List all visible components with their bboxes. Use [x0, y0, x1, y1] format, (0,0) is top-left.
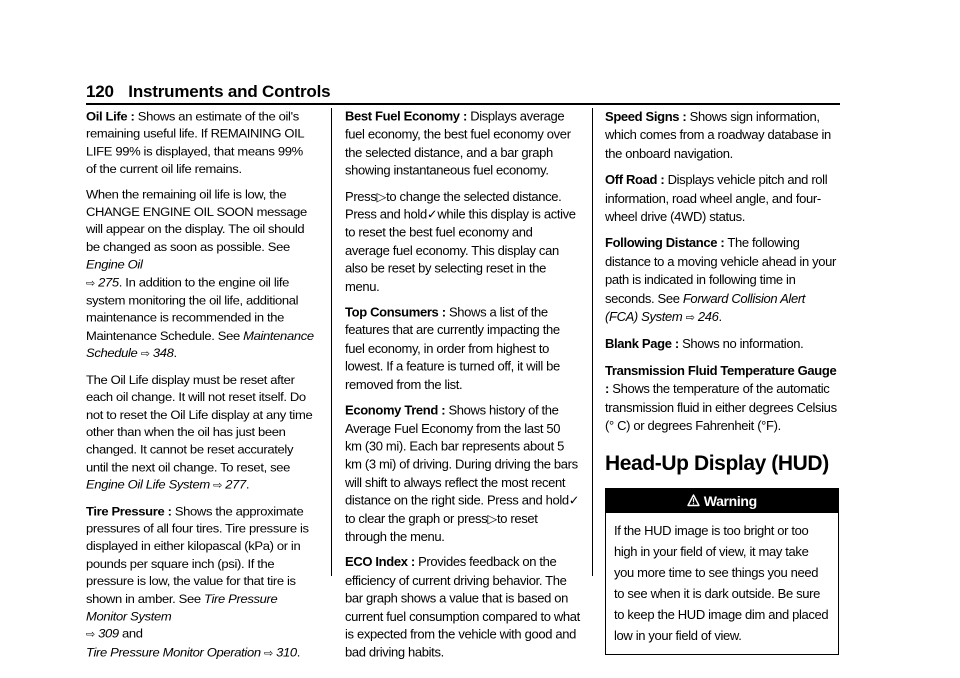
- column-divider: [331, 108, 332, 576]
- economy-trend-term: Economy Trend :: [345, 402, 446, 418]
- press-text-2: to change the selected distance. Press and hold: [345, 188, 562, 222]
- ref-arrow-icon: ⇨: [685, 312, 695, 325]
- off-road-text: Displays vehicle pitch and roll information, road wheel angle, and four-wheel drive (4WD) status.: [605, 172, 828, 225]
- right-arrow-icon: ▷: [376, 188, 387, 204]
- best-fuel-paragraph: [345, 108, 580, 180]
- checkmark-icon: ✓: [568, 492, 580, 508]
- eco-index-paragraph: [345, 554, 580, 662]
- engine-oil-life-system-link[interactable]: Engine Oil Life System: [86, 477, 210, 492]
- oil-low-text: When the remaining oil life is low, the CHANGE ENGINE OIL SOON message will appear on the display. The oil should be changed as soon as possible. See: [86, 186, 307, 254]
- tire-pressure-paragraph: Tire Pressure : Shows the approximate pressures of all four tires. Tire pressure is displayed in either kilopascal (kPa) or in pounds per square inch (psi). If the pressure is low, the value for that tire is shown in amber. See Tire Pressure Monitor System ⇨ 309 and Tire Pressure Monitor Operation ⇨ 310.: [86, 503, 309, 660]
- press-paragraph: [345, 188, 580, 296]
- page-number: 120: [86, 82, 114, 101]
- tire-pressure-text: Shows the approximate pressures of all four tires. Tire pressure is displayed in either kilopascal (kPa) or in pounds per square inch (psi). If the pressure is low, the value for that tire is shown in amber. See: [86, 503, 309, 606]
- following-distance-paragraph: Following Distance : The following distance to a moving vehicle ahead in your path is indicated in following time in seconds. See Forward Collision Alert (FCA) System ⇨ 246.: [605, 235, 837, 325]
- column-divider: [592, 108, 593, 576]
- following-distance-term: Following Distance :: [605, 235, 725, 251]
- best-fuel-text: Displays average fuel economy, the best fuel economy over the selected distance, and a bar graph showing instantaneous fuel economy.: [345, 108, 571, 178]
- tpms-system-link[interactable]: Tire Pressure Monitor System: [86, 591, 278, 624]
- tpms-operation-page[interactable]: 310: [276, 644, 297, 660]
- warning-icon: [687, 493, 704, 509]
- ref-arrow-icon: ⇨: [140, 348, 150, 361]
- oil-reset-text: The Oil Life display must be reset after each oil change. It will not reset itself. Do not to reset the Oil Life display at any time other than when the oil has just been changed. It cannot be reset accurately until the next oil change. To reset, see: [86, 372, 313, 475]
- top-consumers-paragraph: [345, 304, 580, 394]
- eco-index-text: Provides feedback on the efficiency of current driving behavior. The bar graph shows a value that is based on current fuel consumption compared to what is expected from the vehicle with good and bad driving habits.: [345, 554, 580, 660]
- blank-page-text: Shows no information.: [678, 336, 804, 352]
- speed-signs-term: Speed Signs :: [605, 109, 687, 124]
- engine-oil-page[interactable]: 275: [98, 274, 119, 289]
- column-2: [345, 108, 580, 670]
- right-arrow-icon: ▷: [487, 510, 497, 526]
- maintenance-schedule-link[interactable]: Maintenance Schedule: [86, 328, 314, 361]
- tpms-operation-link[interactable]: Tire Pressure Monitor Operation: [86, 644, 261, 660]
- chapter-title: Instruments and Controls: [128, 82, 331, 101]
- economy-trend-text-1: Shows history of the Average Fuel Economy from the last 50 km (30 mi). Each bar represents about 5 km (3 mi) of driving. During driving the bars will shift to always reflect the most recent distance on the right side. Press and hold: [345, 402, 578, 508]
- warning-text: If the HUD image is too bright or too high in your field of view, it may take you more time to see things you need to see when it is dark outside. Be sure to keep the HUD image dim and placed low in your field of view.: [614, 522, 829, 643]
- maintenance-schedule-page[interactable]: 348: [152, 345, 174, 361]
- engine-oil-life-system-page[interactable]: 277: [225, 477, 246, 492]
- warning-header: [606, 489, 838, 513]
- top-consumers-text: Shows a list of the features that are currently impacting the fuel economy, in order from highest to lowest. If a feature is turned off, it will be removed from the list.: [345, 304, 560, 392]
- speed-signs-paragraph: [605, 108, 840, 163]
- page-header: [86, 82, 330, 102]
- economy-trend-paragraph: [345, 402, 580, 546]
- checkmark-icon: ✓: [426, 206, 438, 222]
- ref-arrow-icon: ⇨: [86, 277, 95, 289]
- oil-life-term: Oil Life :: [86, 108, 135, 124]
- blank-page-term: Blank Page :: [605, 336, 679, 352]
- trans-fluid-paragraph: [605, 362, 840, 436]
- tpms-system-page[interactable]: 309: [98, 626, 119, 641]
- ref-arrow-icon: ⇨: [213, 480, 222, 492]
- oil-low-text-2: . In addition to the engine oil life system monitoring the oil life, additional maintenance is recommended in the Maintenance Schedule. See: [86, 274, 299, 343]
- economy-trend-text-3: to reset through the menu.: [345, 510, 538, 544]
- oil-reset-paragraph: The Oil Life display must be reset after each oil change. It will not reset itself. Do not to reset the Oil Life display at any time other than when the oil has just been changed. It cannot be reset accurately until the next oil change. To reset, see Engine Oil Life System ⇨ 277.: [86, 372, 313, 492]
- column-3: [605, 108, 840, 655]
- warning-box: [605, 488, 839, 655]
- off-road-term: Off Road :: [605, 172, 665, 188]
- header-rule: [86, 103, 840, 105]
- top-consumers-term: Top Consumers :: [345, 304, 446, 320]
- tire-pressure-term: Tire Pressure :: [86, 503, 172, 518]
- hud-section-heading: Head-Up Display (HUD): [605, 451, 829, 475]
- ref-arrow-icon: ⇨: [86, 629, 95, 641]
- best-fuel-term: Best Fuel Economy :: [345, 108, 467, 124]
- press-text-1: Press: [345, 188, 377, 204]
- off-road-paragraph: [605, 171, 840, 226]
- fca-system-link[interactable]: Forward Collision Alert (FCA) System: [605, 290, 806, 325]
- eco-index-term: ECO Index :: [345, 554, 415, 570]
- oil-low-paragraph: When the remaining oil life is low, the CHANGE ENGINE OIL SOON message will appear on the display. The oil should be changed as soon as possible. See Engine Oil ⇨ 275. In addition to the engine oil life system monitoring the oil life, additional maintenance is recommended in the Maintenance Schedule. See Maintenance Schedule ⇨ 348.: [86, 186, 314, 361]
- fca-system-page[interactable]: 246: [697, 309, 719, 325]
- economy-trend-text-2: to clear the graph or press: [345, 510, 488, 526]
- warning-label: Warning: [703, 492, 757, 509]
- ref-arrow-icon: ⇨: [263, 647, 273, 660]
- column-1: [86, 108, 316, 670]
- trans-fluid-term: Transmission Fluid Temperature Gauge :: [605, 362, 837, 397]
- and-text: and: [118, 626, 143, 641]
- speed-signs-text: Shows sign information, which comes from a roadway database in the onboard navigation.: [605, 109, 831, 161]
- following-distance-text: The following distance to a moving vehicle ahead in your path is indicated in following time in seconds. See: [605, 235, 837, 306]
- trans-fluid-text: Shows the temperature of the automatic transmission fluid in either degrees Celsius (° C) or degrees Fahrenheit (°F).: [605, 381, 837, 434]
- oil-life-text: Shows an estimate of the oil's remaining useful life. If REMAINING OIL LIFE 99% is displayed, that means 99% of the current oil life remains.: [86, 108, 304, 176]
- blank-page-paragraph: [605, 335, 840, 353]
- oil-life-paragraph: [86, 108, 316, 178]
- engine-oil-link[interactable]: Engine Oil: [86, 257, 143, 272]
- press-text-3: while this display is active to reset the best fuel economy and average fuel economy. This display can also be reset by selecting reset in the menu.: [345, 206, 576, 294]
